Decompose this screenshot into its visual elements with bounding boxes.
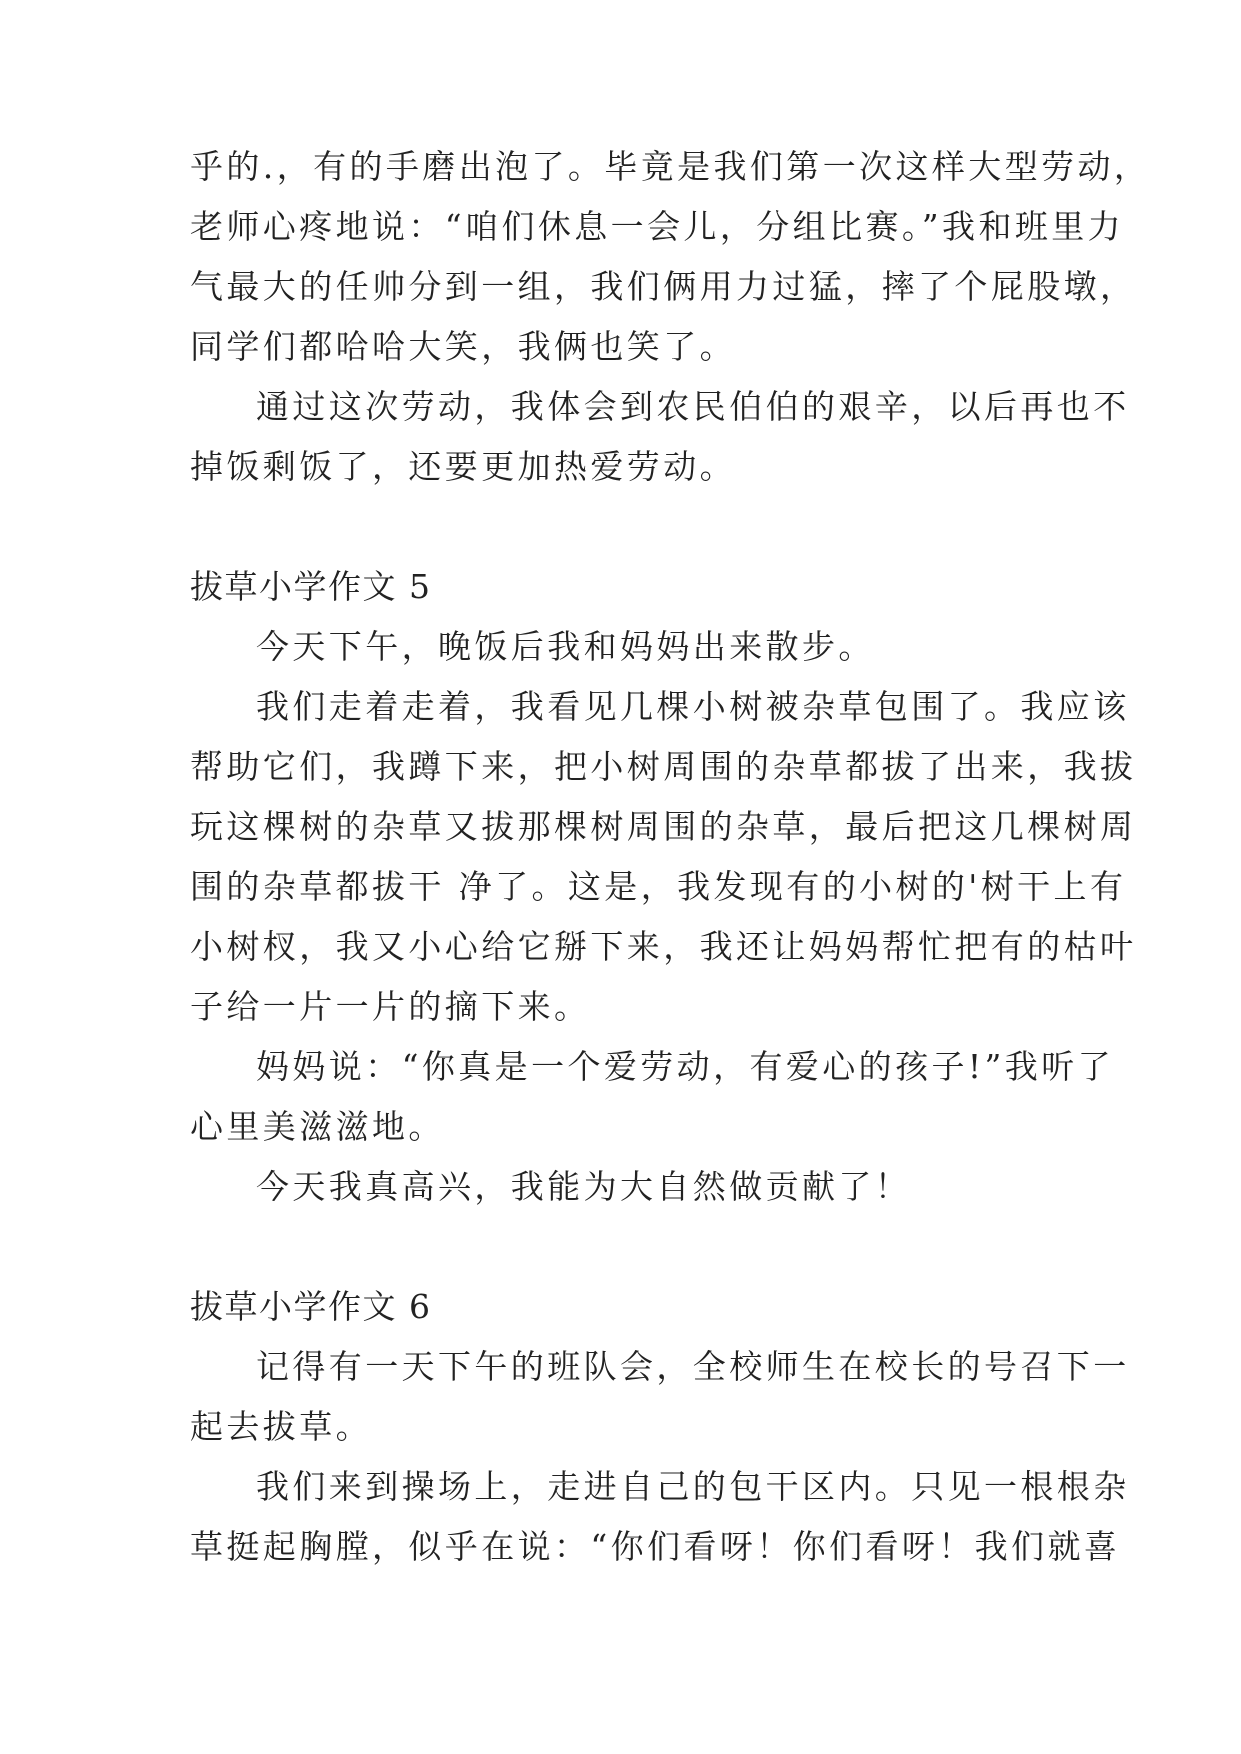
paragraph-line: 妈妈说：“你真是一个爱劳动，有爱心的孩子!”我听了 — [256, 1047, 1115, 1086]
paragraph-line: 气最大的任帅分到一组，我们俩用力过猛，摔了个屁股墩， — [190, 267, 1137, 306]
paragraph-line: 我们走着走着，我看见几棵小树被杂草包围了。我应该 — [256, 687, 1130, 726]
paragraph-line: 通过这次劳动，我体会到农民伯伯的艰辛，以后再也不 — [256, 387, 1130, 426]
paragraph-line: 同学们都哈哈大笑，我俩也笑了。 — [190, 327, 736, 366]
paragraph-line: 心里美滋滋地。 — [190, 1107, 445, 1146]
paragraph-line: 帮助它们，我蹲下来，把小树周围的杂草都拔了出来，我拔 — [190, 747, 1137, 786]
paragraph-line: 草挺起胸膛，似乎在说：“你们看呀！你们看呀！我们就喜 — [190, 1527, 1121, 1566]
paragraph-line: 小树杈，我又小心给它掰下来，我还让妈妈帮忙把有的枯叶 — [190, 927, 1137, 966]
paragraph-line: 起去拔草。 — [190, 1407, 372, 1446]
section-heading: 拔草小学作文 6 — [190, 1287, 432, 1326]
paragraph-line: 掉饭剩饭了，还要更加热爱劳动。 — [190, 447, 736, 486]
section-heading: 拔草小学作文 5 — [190, 567, 432, 606]
paragraph-line: 玩这棵树的杂草又拔那棵树周围的杂草，最后把这几棵树周 — [190, 807, 1137, 846]
paragraph-line: 乎的.，有的手磨出泡了。毕竟是我们第一次这样大型劳动， — [190, 147, 1151, 186]
paragraph-line: 围的杂草都拔干 净了。这是，我发现有的小树的'树干上有 — [190, 867, 1127, 906]
paragraph-line: 今天下午，晚饭后我和妈妈出来散步。 — [256, 627, 875, 666]
paragraph-line: 记得有一天下午的班队会，全校师生在校长的号召下一 — [256, 1347, 1130, 1386]
paragraph-line: 我们来到操场上，走进自己的包干区内。只见一根根杂 — [256, 1467, 1130, 1506]
paragraph-line: 老师心疼地说：“咱们休息一会儿，分组比赛。”我和班里力 — [190, 207, 1125, 246]
paragraph-line: 子给一片一片的摘下来。 — [190, 987, 591, 1026]
paragraph-line: 今天我真高兴，我能为大自然做贡献了！ — [256, 1167, 912, 1206]
